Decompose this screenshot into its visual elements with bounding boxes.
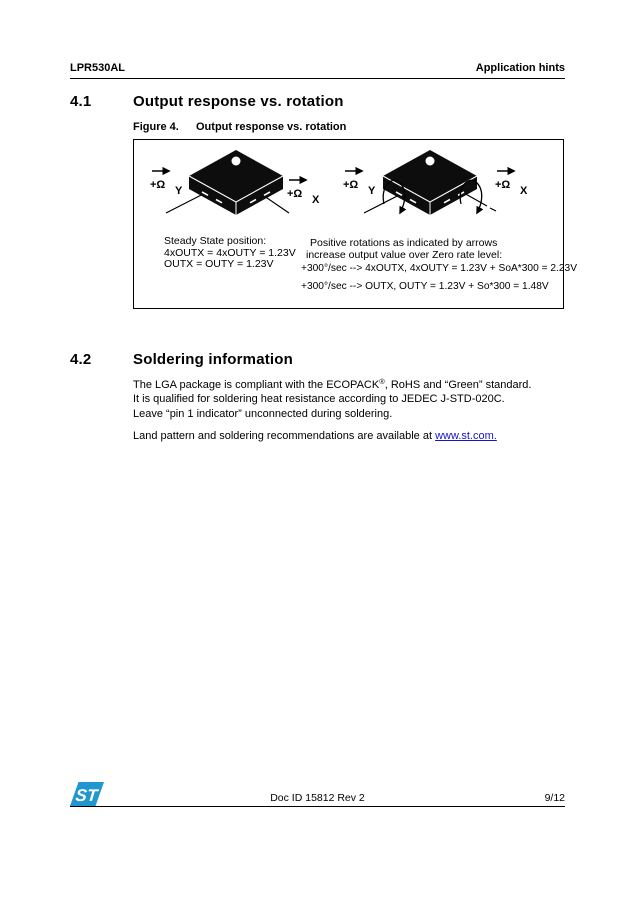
equation-4x-output: +300°/sec --> 4xOUTX, 4xOUTY = 1.23V + SoA*300 = 2.23V: [301, 263, 577, 274]
svg-text:ST: ST: [74, 786, 99, 805]
steady-state-text: [164, 236, 296, 271]
figure-caption: [133, 121, 346, 133]
steady-state-line1: Steady State position:: [164, 235, 267, 247]
omega-x-label: +Ω: [287, 188, 303, 200]
figure-box: [133, 139, 577, 309]
lga-chip: [383, 150, 477, 215]
omega-y-label: +Ω: [150, 179, 166, 191]
footer-doc-id: Doc ID 15812 Rev 2: [270, 792, 365, 804]
section-42-number: 4.2: [70, 351, 92, 368]
positive-rotations-text: [306, 238, 502, 261]
footer-page-number: 9/12: [544, 792, 565, 804]
st-com-link[interactable]: www.st.com.: [435, 430, 497, 442]
chip-diagram-rotation: [337, 144, 559, 246]
header-product-name: LPR530AL: [70, 62, 126, 74]
section-41-heading: [70, 93, 344, 110]
p1-text-before-sup: The LGA package is compliant with the ECOPACK: [133, 379, 380, 391]
y-axis-label: Y: [368, 185, 376, 197]
steady-state-line2: 4xOUTX = 4xOUTY = 1.23V: [164, 246, 296, 259]
p3-text: Land pattern and soldering recommendations are available at: [133, 430, 436, 442]
omega-y-label: +Ω: [343, 179, 359, 191]
omega-x-label: +Ω: [495, 179, 511, 191]
lga-chip: [189, 150, 283, 215]
section-42-title: Soldering information: [133, 351, 294, 368]
steady-state-line3: OUTX = OUTY = 1.23V: [164, 258, 274, 270]
figure-caption-title: Output response vs. rotation: [196, 121, 347, 133]
pin1-indicator: [232, 157, 241, 166]
x-axis-dash: [490, 208, 496, 211]
soldering-paragraph-2: Leave “pin 1 indicator” unconnected during soldering.: [133, 408, 393, 420]
page-header: [70, 62, 565, 74]
section-41-title: Output response vs. rotation: [133, 93, 344, 110]
pin1-indicator: [426, 157, 435, 166]
header-chapter-title: Application hints: [475, 62, 565, 74]
x-axis-label: X: [312, 194, 320, 206]
p1-text-after-sup: , RoHS and “Green” standard.: [384, 379, 532, 391]
positive-rotations-line1: Positive rotations as indicated by arrows: [310, 237, 498, 249]
section-41-number: 4.1: [70, 93, 92, 110]
soldering-p1-line2: It is qualified for soldering heat resistance according to JEDEC J-STD-020C.: [133, 393, 505, 405]
soldering-p1-line1: [133, 375, 569, 392]
footer-rule: [70, 806, 565, 807]
x-axis-label: X: [520, 185, 528, 197]
header-rule: [70, 78, 565, 79]
chip-diagram-steady: [139, 144, 334, 246]
positive-rotations-line2: increase output value over Zero rate level:: [306, 248, 503, 261]
equation-1x-output: +300°/sec --> OUTX, OUTY = 1.23V + So*300 = 1.48V: [301, 281, 549, 292]
y-axis-label: Y: [175, 185, 183, 197]
figure-caption-label: Figure 4.: [133, 121, 179, 133]
registered-trademark-symbol: ®: [379, 377, 385, 386]
soldering-paragraph-1: [133, 375, 569, 406]
soldering-paragraph-3: [133, 429, 569, 443]
section-42-heading: [70, 351, 293, 368]
